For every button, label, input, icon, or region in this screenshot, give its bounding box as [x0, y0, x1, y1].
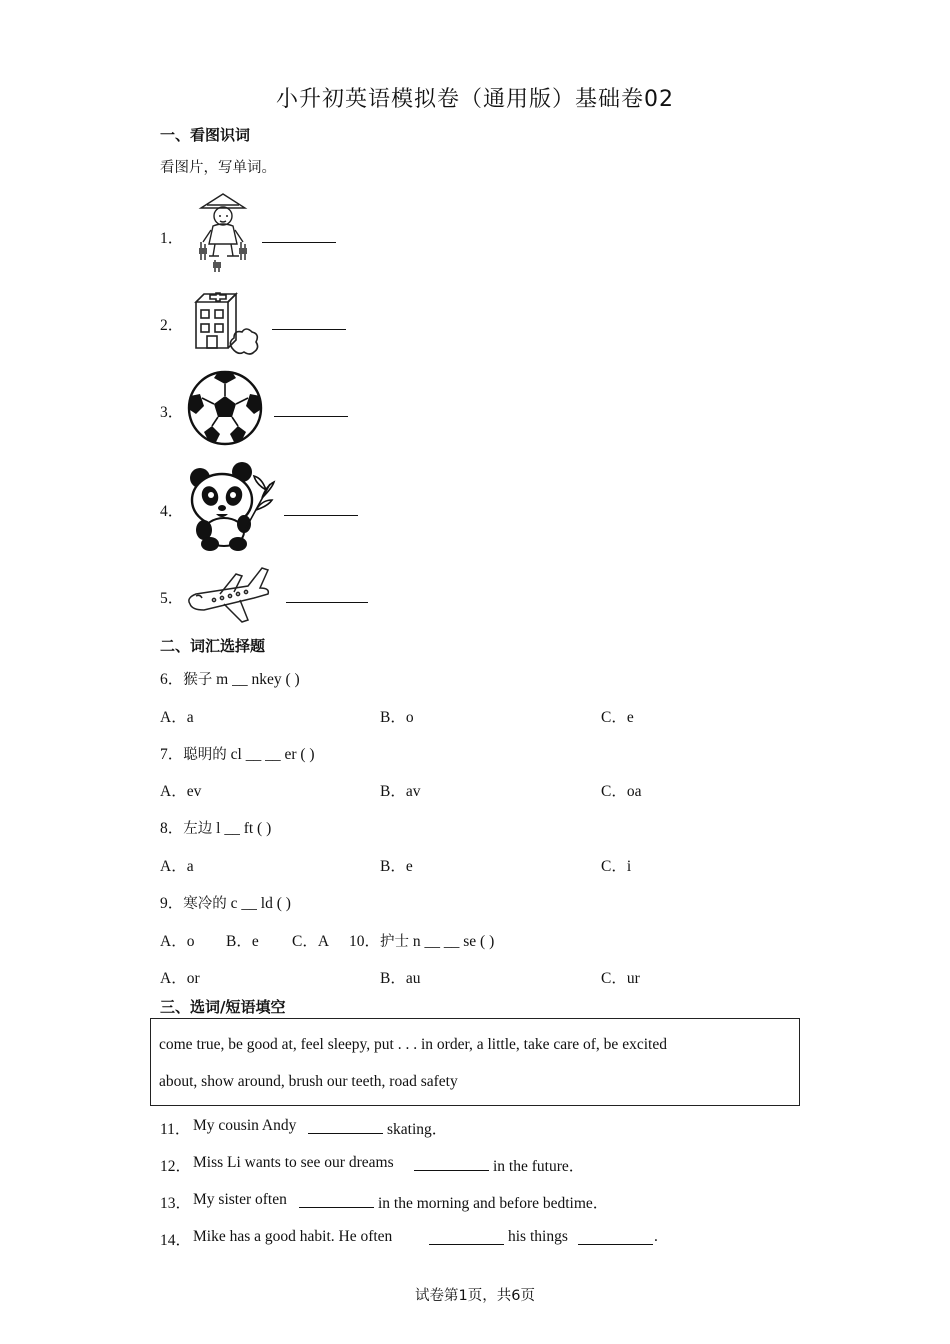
question-14-blank-2[interactable] — [578, 1244, 653, 1245]
item-5-number: 5． — [160, 590, 184, 607]
question-11-text: My cousin Andy — [193, 1117, 297, 1134]
question-6-option-b[interactable]: B．o — [380, 709, 414, 726]
item-4-number: 4． — [160, 503, 184, 520]
question-9-option-c[interactable]: C．A — [292, 933, 330, 950]
question-11-blank[interactable] — [308, 1133, 383, 1134]
section-1-heading: 一、看图识词 — [160, 126, 251, 144]
panda-icon — [186, 462, 280, 552]
item-1-number: 1． — [160, 230, 184, 247]
question-12-text: Miss Li wants to see our dreams — [193, 1154, 394, 1171]
question-12-blank[interactable] — [414, 1170, 489, 1171]
question-9 — [160, 891, 291, 913]
question-7-number: 7． — [160, 746, 184, 763]
question-14-text: Mike has a good habit. He often — [193, 1228, 393, 1245]
item-5-blank[interactable] — [286, 602, 368, 603]
question-10-option-b[interactable]: B．au — [380, 970, 421, 987]
question-14-text-end: . — [654, 1228, 658, 1245]
farmer-icon — [193, 190, 253, 275]
section-3-heading: 三、选词/短语填空 — [160, 998, 286, 1016]
question-10-option-a[interactable]: A．or — [160, 970, 200, 987]
airplane-icon — [184, 564, 274, 628]
question-13-text-end: in the morning and before bedtime． — [378, 1195, 609, 1212]
question-7-word: cl __ __ er ( ) — [230, 746, 315, 763]
question-13-text: My sister often — [193, 1191, 287, 1208]
word-bank-line-1: come true, be good at, feel sleepy, put . . . in order, a little, take care of, be excited — [159, 1036, 667, 1053]
word-bank-line-2: about, show around, brush our teeth, road safety — [159, 1073, 458, 1090]
question-7-option-c[interactable]: C．oa — [601, 783, 642, 800]
question-10 — [349, 929, 494, 951]
question-6-option-c[interactable]: C．e — [601, 709, 634, 726]
question-6-word: m __ nkey ( ) — [216, 671, 300, 688]
item-2-blank[interactable] — [272, 329, 346, 330]
question-9-word: c __ ld ( ) — [230, 895, 291, 912]
question-10-chinese: 护士 — [380, 934, 410, 950]
item-2-number: 2． — [160, 317, 184, 334]
question-10-option-c[interactable]: C．ur — [601, 970, 640, 987]
question-10-word: n __ __ se ( ) — [412, 933, 495, 950]
page-footer: 试卷第1页，共6页 — [415, 1288, 535, 1304]
question-8-number: 8． — [160, 820, 184, 837]
question-8-option-b[interactable]: B．e — [380, 858, 413, 875]
question-7 — [160, 742, 315, 764]
question-6-number: 6． — [160, 671, 184, 688]
question-8-option-c[interactable]: C．i — [601, 858, 632, 875]
item-3-blank[interactable] — [274, 416, 348, 417]
question-11-number: 11． — [160, 1121, 191, 1138]
hospital-building-icon — [190, 290, 260, 352]
question-6-chinese: 猴子 — [183, 672, 213, 688]
question-13-number: 13． — [160, 1195, 192, 1212]
item-1-blank[interactable] — [262, 242, 336, 243]
question-11-text-end: skating． — [387, 1121, 448, 1138]
question-13-blank[interactable] — [299, 1207, 374, 1208]
question-9-number: 9． — [160, 895, 184, 912]
question-8-word: l __ ft ( ) — [216, 820, 272, 837]
section-2-heading: 二、词汇选择题 — [160, 637, 266, 655]
question-8-chinese: 左边 — [183, 821, 213, 837]
page-title: 小升初英语模拟卷（通用版）基础卷02 — [276, 87, 674, 112]
question-10-number: 10． — [349, 933, 381, 950]
question-14-number: 14． — [160, 1232, 192, 1249]
item-4-blank[interactable] — [284, 515, 358, 516]
question-7-chinese: 聪明的 — [183, 747, 227, 763]
question-12-text-end: in the future． — [493, 1158, 585, 1175]
question-7-option-a[interactable]: A．ev — [160, 783, 202, 800]
question-14-text-mid: his things — [508, 1228, 568, 1245]
question-6-option-a[interactable]: A．a — [160, 709, 194, 726]
question-14-blank-1[interactable] — [429, 1244, 504, 1245]
question-8 — [160, 816, 271, 838]
question-6 — [160, 667, 300, 689]
item-3-number: 3． — [160, 404, 184, 421]
question-9-chinese: 寒冷的 — [183, 896, 227, 912]
soccer-ball-icon — [186, 370, 264, 446]
word-bank-box — [150, 1018, 800, 1106]
section-1-instruction: 看图片，写单词。 — [160, 160, 276, 176]
question-9-option-a[interactable]: A．o — [160, 933, 195, 950]
question-9-option-b[interactable]: B．e — [226, 933, 259, 950]
question-7-option-b[interactable]: B．av — [380, 783, 421, 800]
question-12-number: 12． — [160, 1158, 192, 1175]
question-8-option-a[interactable]: A．a — [160, 858, 194, 875]
